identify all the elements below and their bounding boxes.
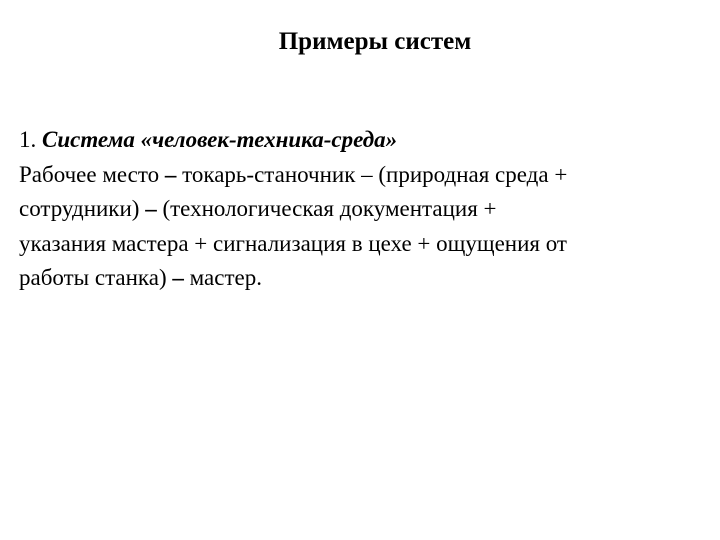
body-line-4-end: мастер. bbox=[183, 265, 262, 290]
item-heading-line bbox=[19, 123, 709, 158]
item-heading: Система «человек-техника-среда» bbox=[42, 127, 398, 152]
item-number: 1. bbox=[19, 127, 37, 152]
body-line-4 bbox=[19, 261, 709, 296]
body-line-2-dash: – bbox=[145, 196, 157, 221]
slide-body bbox=[19, 123, 709, 296]
body-line-1-end: токарь-станочник – (природная среда + bbox=[176, 161, 568, 187]
body-line-2-start: сотрудники) bbox=[19, 196, 146, 221]
body-line-1 bbox=[19, 158, 709, 193]
body-line-2 bbox=[19, 192, 709, 227]
slide-title: Примеры систем bbox=[278, 28, 472, 55]
body-line-4-start: работы станка) bbox=[19, 265, 173, 290]
body-line-1-dash: – bbox=[164, 161, 177, 187]
body-line-2-end: (технологическая документация + bbox=[156, 196, 497, 221]
body-line-3: указания мастера + сигнализация в цехе + ощущения от bbox=[19, 230, 567, 256]
body-line-4-dash: – bbox=[172, 265, 184, 290]
body-line-1-start: Рабочее место bbox=[19, 161, 165, 187]
